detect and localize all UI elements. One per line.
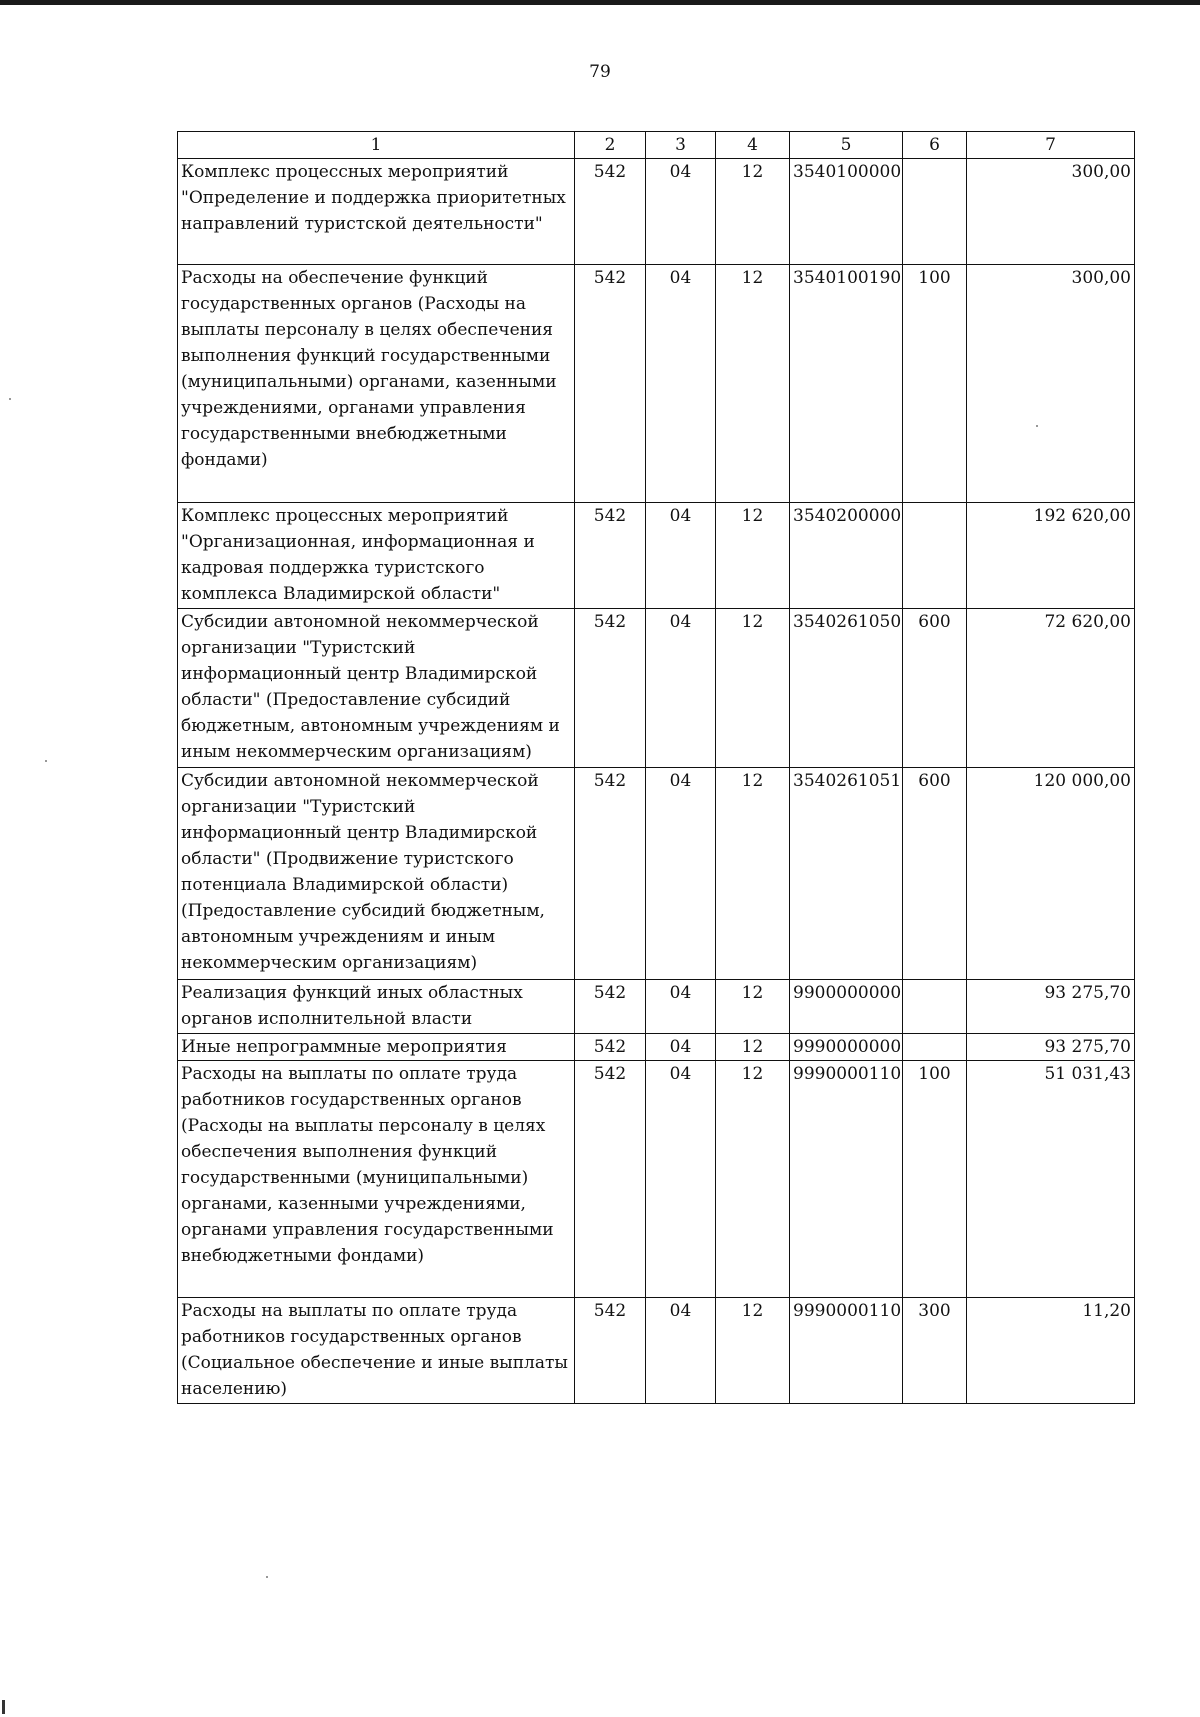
table-row [178,159,1135,265]
row-section-code: 04 [646,980,716,1034]
row-section-code: 04 [646,1034,716,1061]
column-header: 6 [903,132,967,159]
row-section-code: 04 [646,503,716,609]
row-amount: 93 275,70 [967,1034,1135,1061]
row-expense-type: 100 [903,265,967,503]
row-expense-type [903,980,967,1034]
column-header: 5 [790,132,903,159]
row-amount: 192 620,00 [967,503,1135,609]
row-amount: 11,20 [967,1298,1135,1404]
top-border-line [0,0,1200,5]
row-section-code: 04 [646,1298,716,1404]
row-amount: 51 031,43 [967,1061,1135,1298]
table-row [178,1298,1135,1404]
table-row [178,609,1135,768]
row-section-code: 04 [646,265,716,503]
table-header-row [178,132,1135,159]
scan-edge-mark [2,1700,5,1714]
row-section-code: 04 [646,159,716,265]
row-ministry-code: 542 [575,159,646,265]
table-row [178,1061,1135,1298]
page-number: 79 [589,62,611,82]
row-subsection-code: 12 [716,768,790,980]
row-ministry-code: 542 [575,768,646,980]
row-expense-type: 100 [903,1061,967,1298]
column-header: 1 [178,132,575,159]
row-amount: 93 275,70 [967,980,1135,1034]
row-name: Комплекс процессных мероприятий "Определение и поддержка приоритетных направлений туристской деятельности" [178,159,575,265]
table-row [178,265,1135,503]
row-name: Расходы на выплаты по оплате труда работников государственных органов (Социальное обеспечение и иные выплаты населению) [178,1298,575,1404]
row-name: Комплекс процессных мероприятий "Организационная, информационная и кадровая поддержка туристского комплекса Владимирской области" [178,503,575,609]
row-amount: 300,00 [967,159,1135,265]
row-expense-type [903,503,967,609]
row-target-article: 3540100190 [790,265,903,503]
row-subsection-code: 12 [716,503,790,609]
column-header: 7 [967,132,1135,159]
row-subsection-code: 12 [716,1061,790,1298]
column-header: 3 [646,132,716,159]
row-ministry-code: 542 [575,1034,646,1061]
row-ministry-code: 542 [575,609,646,768]
scan-speck [9,398,11,400]
row-target-article: 9990000110 [790,1298,903,1404]
row-target-article: 3540100000 [790,159,903,265]
row-ministry-code: 542 [575,980,646,1034]
row-name: Расходы на обеспечение функций государственных органов (Расходы на выплаты персоналу в целях обеспечения выполнения функций государственными (муниципальными) органами, казенными учреждениями, органами управления государственными внебюджетными фондами) [178,265,575,503]
row-target-article: 9990000000 [790,1034,903,1061]
row-ministry-code: 542 [575,1061,646,1298]
budget-table [177,131,1135,1404]
table-row [178,503,1135,609]
row-expense-type [903,1034,967,1061]
row-name: Реализация функций иных областных органов исполнительной власти [178,980,575,1034]
table-row [178,980,1135,1034]
scan-speck [266,1576,268,1578]
row-expense-type [903,159,967,265]
row-name: Иные непрограммные мероприятия [178,1034,575,1061]
row-target-article: 3540261051 [790,768,903,980]
row-ministry-code: 542 [575,265,646,503]
row-subsection-code: 12 [716,609,790,768]
table-row [178,768,1135,980]
row-expense-type: 300 [903,1298,967,1404]
row-subsection-code: 12 [716,1034,790,1061]
row-ministry-code: 542 [575,503,646,609]
row-amount: 72 620,00 [967,609,1135,768]
row-ministry-code: 542 [575,1298,646,1404]
row-name: Субсидии автономной некоммерческой организации "Туристский информационный центр Владимирской области" (Продвижение туристского потенциала Владимирской области) (Предоставление субсидий бюджетным, автономным учреждениям и иным некоммерческим организациям) [178,768,575,980]
row-amount: 120 000,00 [967,768,1135,980]
row-target-article: 3540261050 [790,609,903,768]
row-target-article: 9990000110 [790,1061,903,1298]
table-row [178,1034,1135,1061]
scan-speck [45,760,47,762]
row-subsection-code: 12 [716,159,790,265]
row-name: Субсидии автономной некоммерческой организации "Туристский информационный центр Владимирской области" (Предоставление субсидий бюджетным, автономным учреждениям и иным некоммерческим организациям) [178,609,575,768]
column-header: 4 [716,132,790,159]
row-subsection-code: 12 [716,980,790,1034]
row-amount: 300,00 [967,265,1135,503]
row-name: Расходы на выплаты по оплате труда работников государственных органов (Расходы на выплаты персоналу в целях обеспечения выполнения функций государственными (муниципальными) органами, казенными учреждениями, органами управления государственными внебюджетными фондами) [178,1061,575,1298]
row-expense-type: 600 [903,768,967,980]
row-section-code: 04 [646,1061,716,1298]
row-expense-type: 600 [903,609,967,768]
column-header: 2 [575,132,646,159]
row-section-code: 04 [646,609,716,768]
scan-speck [1036,425,1038,427]
row-section-code: 04 [646,768,716,980]
row-subsection-code: 12 [716,265,790,503]
row-target-article: 3540200000 [790,503,903,609]
row-subsection-code: 12 [716,1298,790,1404]
row-target-article: 9900000000 [790,980,903,1034]
